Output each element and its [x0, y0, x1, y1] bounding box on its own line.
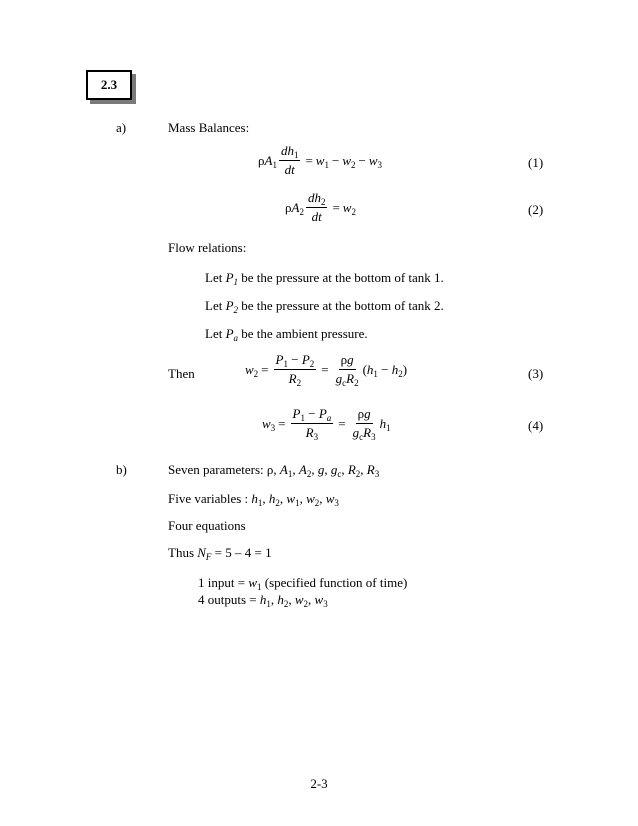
flow-relations-heading: Flow relations:: [168, 240, 247, 255]
section-number: 2.3: [100, 77, 118, 92]
equation-2: $\rho A_2$ $\frac{dh_2}{dt}$ = $w_2$: [285, 190, 356, 224]
equation-2-number: (2): [528, 202, 544, 217]
equation-1-number: (1): [528, 155, 544, 170]
part-b-label: b): [116, 462, 127, 477]
section-number-box: [86, 70, 132, 100]
equations-count-line: Four equations: [168, 518, 246, 533]
equation-4: $w_3$ = $\frac{P_1 - P_a}{R_3}$ = $\frac{\rho g}{g_cR_3}$ $h_1$: [262, 406, 391, 442]
equation-3-number: (3): [528, 366, 544, 381]
let-p2-line: Let $P_2$ be the pressure at the bottom of tank 2.: [205, 298, 444, 315]
degrees-of-freedom-line: Thus $N_F = 5 - 4 = 1$: [168, 545, 272, 562]
mass-balances-heading: Mass Balances:: [168, 120, 250, 135]
part-a-label: a): [116, 120, 127, 135]
equation-3: $w_2$ = $\frac{P_1 - P_2}{R_2}$ = $\frac{\rho g}{g_cR_2}$ $(h_1 - h_2)$: [245, 352, 408, 388]
then-label: Then: [168, 366, 195, 381]
outputs-line: 4 outputs = $h_1$, $h_2$, $w_2$, $w_3$: [198, 592, 328, 609]
equation-1: $\rho A_1$ $\frac{dh_1}{dt}$ = $w_1$ − $w_2$ − $w_3$: [258, 143, 382, 177]
let-p1-line: Let $P_1$ be the pressure at the bottom of tank 1.: [205, 270, 444, 287]
variables-line: Five variables : $h_1$, $h_2$, $w_1$, $w_2$, $w_3$: [168, 491, 339, 508]
input-line: 1 input = $w_1$ (specified function of time): [198, 575, 408, 592]
let-pa-line: Let $P_a$ be the ambient pressure.: [205, 326, 368, 343]
page-number: 2-3: [310, 776, 328, 791]
parameters-line: Seven parameters: ρ, $A_1$, $A_2$, g, $g_c$, $R_2$, $R_3$: [168, 462, 380, 479]
equation-4-number: (4): [528, 418, 544, 433]
